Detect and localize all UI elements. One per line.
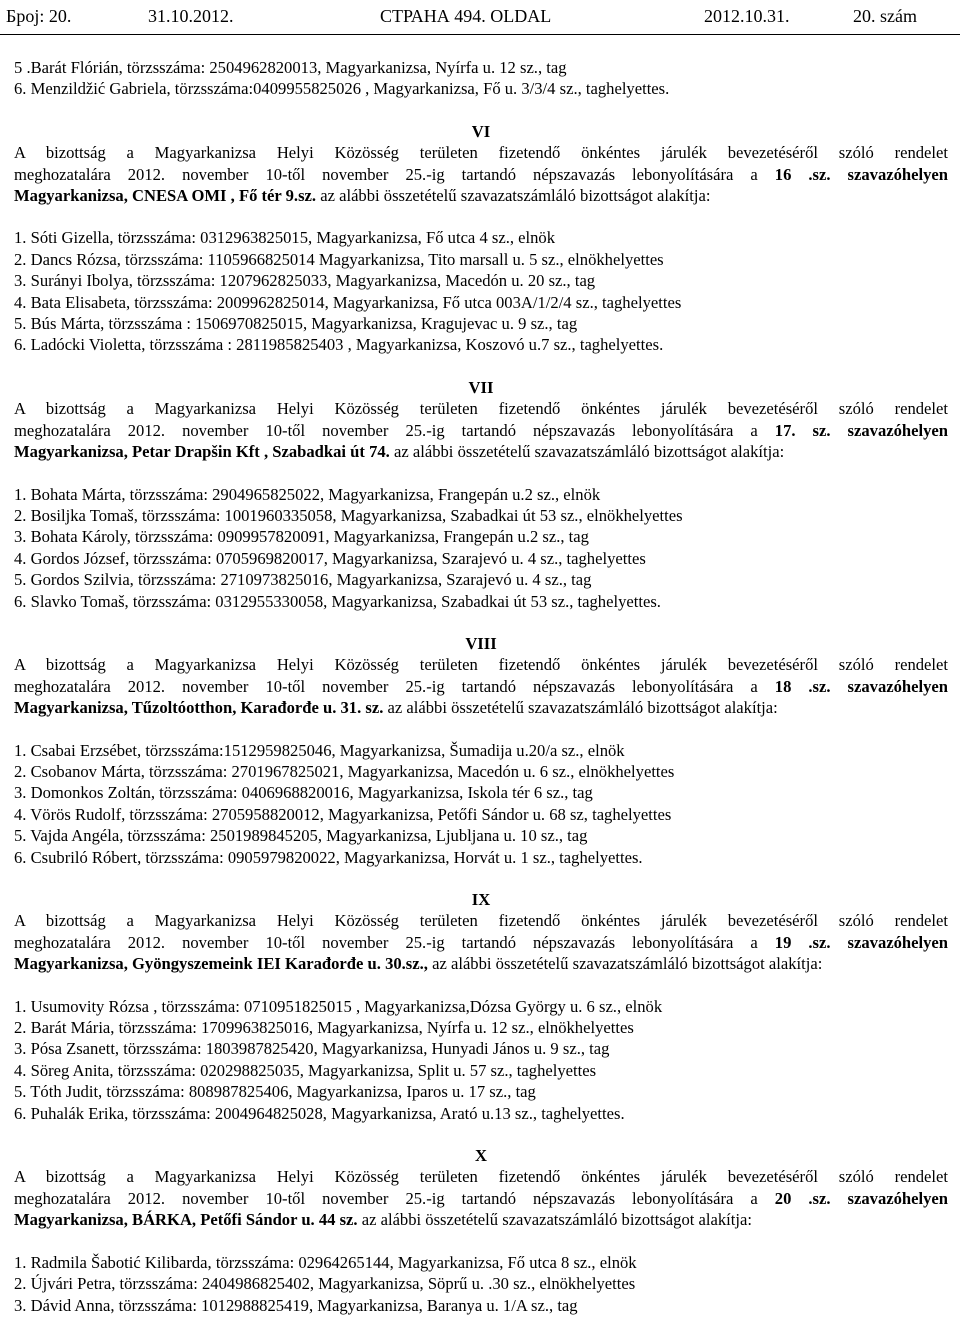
committee-member: 3. Domonkos Zoltán, törzsszáma: 0406968820016, Magyarkanizsa, Iskola tér 6 sz., tag <box>14 783 593 803</box>
committee-member: 2. Barát Mária, törzsszáma: 1709963825016, Magyarkanizsa, Nyírfa u. 12 sz., elnökhelyettes <box>14 1018 634 1038</box>
section-paragraph-line <box>14 932 948 953</box>
polling-station-location: Magyarkanizsa, CNESA OMI , Fő tér 9.sz. <box>14 186 317 206</box>
polling-station-location: Magyarkanizsa, Gyöngyszemeink IEI Karađorđe u. 30.sz., <box>14 954 428 974</box>
header-issue-number: Број: 20. <box>6 6 72 26</box>
header-date-cyrillic: 31.10.2012. <box>148 6 234 26</box>
sections-container <box>14 121 948 1316</box>
section-title: VI <box>471 121 491 141</box>
paragraph-text: az alábbi összetételű szavazatszámláló bizottságot alakítja: <box>383 698 778 718</box>
spacer <box>14 719 948 740</box>
section-paragraph-line: A bizottság a Magyarkanizsa Helyi Közösség területen fizetendő önkéntes járulék bevezetéséről szóló rendelet <box>14 1167 948 1187</box>
committee-section <box>14 377 948 612</box>
paragraph-text: meghozatalára 2012. november 10-től november 25.-ig tartandó népszavazás lebonyolítására a <box>14 164 775 184</box>
section-title: IX <box>471 890 491 909</box>
polling-station-location: Magyarkanizsa, BÁRKA, Petőfi Sándor u. 44 sz. <box>14 1210 358 1230</box>
section-paragraph-line <box>14 676 948 697</box>
committee-member: 6. Ladócki Violetta, törzsszáma : 2811985825403 , Magyarkanizsa, Koszovó u.7 sz., taghelyettes. <box>14 335 664 355</box>
paragraph-text: az alábbi összetételű szavazatszámláló bizottságot alakítja: <box>427 954 823 974</box>
polling-station-location: Magyarkanizsa, Petar Drapšin Kft , Szabadkai út 74. <box>14 442 390 462</box>
committee-member: 3. Bohata Károly, törzsszáma: 0909957820091, Magyarkanizsa, Frangepán u.2 sz., tag <box>14 527 589 547</box>
polling-station-number: 18 .sz. szavazóhelyen <box>774 676 949 696</box>
intro-line: 6. Menzildžić Gabriela, törzsszáma:0409955825026 , Magyarkanizsa, Fő u. 3/3/4 sz., taghelyettes. <box>14 79 670 99</box>
committee-member: 2. Csobanov Márta, törzsszáma: 2701967825021, Magyarkanizsa, Macedón u. 6 sz., elnökhelyettes <box>14 761 675 781</box>
committee-member: 6. Slavko Tomaš, törzsszáma: 0312955330058, Magyarkanizsa, Szabadkai út 53 sz., taghelyettes. <box>14 591 661 611</box>
committee-section <box>14 889 948 1124</box>
committee-member: 2. Újvári Petra, törzsszáma: 2404986825402, Magyarkanizsa, Söprű u. .30 sz., elnökhelyettes <box>14 1274 636 1294</box>
paragraph-text: az alábbi összetételű szavazatszámláló bizottságot alakítja: <box>316 186 711 206</box>
polling-station-number: 19 .sz. szavazóhelyen <box>774 932 949 952</box>
section-paragraph-line: A bizottság a Magyarkanizsa Helyi Közösség területen fizetendő önkéntes járulék bevezetéséről szóló rendelet <box>14 143 948 163</box>
paragraph-text: meghozatalára 2012. november 10-től november 25.-ig tartandó népszavazás lebonyolítására a <box>14 676 775 696</box>
committee-member: 1. Csabai Erzsébet, törzsszáma:1512959825046, Magyarkanizsa, Šumadija u.20/a sz., elnök <box>14 740 625 760</box>
spacer <box>14 463 948 484</box>
committee-member: 6. Csubriló Róbert, törzsszáma: 0905979820022, Magyarkanizsa, Horvát u. 1 sz., taghelyettes. <box>14 847 643 867</box>
committee-member: 3. Pósa Zsanett, törzsszáma: 1803987825420, Magyarkanizsa, Hunyadi János u. 9 sz., tag <box>14 1039 610 1059</box>
committee-member: 1. Sóti Gizella, törzsszáma: 0312963825015, Magyarkanizsa, Fő utca 4 sz., elnök <box>14 228 556 248</box>
polling-station-number: 20 .sz. szavazóhelyen <box>774 1188 949 1208</box>
page-header <box>0 0 960 35</box>
paragraph-text: meghozatalára 2012. november 10-től november 25.-ig tartandó népszavazás lebonyolítására a <box>14 932 775 952</box>
committee-member: 1. Bohata Márta, törzsszáma: 2904965825022, Magyarkanizsa, Frangepán u.2 sz., elnök <box>14 484 601 504</box>
committee-member: 5. Vajda Angéla, törzsszáma: 2501989845205, Magyarkanizsa, Ljubljana u. 10 sz., tag <box>14 826 588 846</box>
section-paragraph-line <box>14 420 948 441</box>
section-paragraph-line <box>14 1188 948 1209</box>
committee-member: 5. Tóth Judit, törzsszáma: 808987825406, Magyarkanizsa, Iparos u. 17 sz., tag <box>14 1082 536 1102</box>
document-body <box>14 57 948 1316</box>
committee-member: 1. Radmila Šabotić Kilibarda, törzsszáma: 02964265144, Magyarkanizsa, Fő utca 8 sz., elnök <box>14 1252 637 1272</box>
spacer <box>14 975 948 996</box>
paragraph-text: az alábbi összetételű szavazatszámláló bizottságot alakítja: <box>389 442 785 462</box>
committee-member: 4. Söreg Anita, törzsszáma: 020298825035, Magyarkanizsa, Split u. 57 sz., taghelyettes <box>14 1060 597 1080</box>
section-paragraph-line: A bizottság a Magyarkanizsa Helyi Közösség területen fizetendő önkéntes járulék bevezetéséről szóló rendelet <box>14 911 948 931</box>
committee-member: 1. Usumovity Rózsa , törzsszáma: 0710951825015 , Magyarkanizsa,Dózsa György u. 6 sz., elnök <box>14 996 663 1016</box>
committee-section <box>14 121 948 356</box>
committee-member: 5. Gordos Szilvia, törzsszáma: 2710973825016, Magyarkanizsa, Szarajevó u. 4 sz., tag <box>14 570 592 590</box>
committee-member: 6. Puhalák Erika, törzsszáma: 2004964825028, Magyarkanizsa, Arató u.13 sz., taghelyettes. <box>14 1103 625 1123</box>
committee-member: 4. Bata Elisabeta, törzsszáma: 2009962825014, Magyarkanizsa, Fő utca 003A/1/2/4 sz., taghelyettes <box>14 292 682 312</box>
committee-member: 2. Dancs Rózsa, törzsszáma: 1105966825014 Magyarkanizsa, Tito marsall u. 5 sz., elnökhelyettes <box>14 249 664 269</box>
section-paragraph-line: A bizottság a Magyarkanizsa Helyi Közösség területen fizetendő önkéntes járulék bevezetéséről szóló rendelet <box>14 399 948 419</box>
intro-line: 5 .Barát Flórián, törzsszáma: 2504962820013, Magyarkanizsa, Nyírfa u. 12 sz., tag <box>14 58 567 77</box>
committee-member: 4. Vörös Rudolf, törzsszáma: 2705958820012, Magyarkanizsa, Petőfi Sándor u. 68 sz, taghelyettes <box>14 804 672 824</box>
section-paragraph-line <box>14 441 948 462</box>
polling-station-number: 16 .sz. szavazóhelyen <box>774 164 949 184</box>
section-paragraph-line <box>14 185 948 206</box>
committee-member: 3. Surányi Ibolya, törzsszáma: 1207962825033, Magyarkanizsa, Macedón u. 20 sz., tag <box>14 271 596 291</box>
section-paragraph-line <box>14 697 948 718</box>
committee-member: 2. Bosiljka Tomaš, törzsszáma: 1001960335058, Magyarkanizsa, Szabadkai út 53 sz., elnökhelyettes <box>14 505 683 525</box>
spacer <box>14 206 948 227</box>
header-page-number: СТРАНА 494. OLDAL <box>380 6 552 26</box>
paragraph-text: meghozatalára 2012. november 10-től november 25.-ig tartandó népszavazás lebonyolítására a <box>14 1188 775 1208</box>
committee-member: 3. Dávid Anna, törzsszáma: 1012988825419, Magyarkanizsa, Baranya u. 1/A sz., tag <box>14 1295 578 1315</box>
section-paragraph-line <box>14 1209 948 1230</box>
paragraph-text: az alábbi összetételű szavazatszámláló bizottságot alakítja: <box>357 1210 752 1230</box>
header-date-hungarian: 2012.10.31. <box>704 6 790 26</box>
spacer <box>14 1231 948 1252</box>
committee-member: 5. Bús Márta, törzsszáma : 1506970825015, Magyarkanizsa, Kragujevac u. 9 sz., tag <box>14 314 578 334</box>
header-issue-szam: 20. szám <box>853 6 917 26</box>
section-title: X <box>475 1146 487 1166</box>
section-title: VIII <box>465 633 497 653</box>
polling-station-number: 17. sz. szavazóhelyen <box>774 420 949 440</box>
section-paragraph-line <box>14 953 948 974</box>
section-title: VII <box>468 377 494 397</box>
section-paragraph-line <box>14 164 948 185</box>
polling-station-location: Magyarkanizsa, Tűzoltóotthon, Karađorđe u. 31. sz. <box>14 698 384 718</box>
committee-section <box>14 1145 948 1316</box>
paragraph-text: meghozatalára 2012. november 10-től november 25.-ig tartandó népszavazás lebonyolítására a <box>14 420 775 440</box>
committee-section <box>14 633 948 868</box>
section-paragraph-line: A bizottság a Magyarkanizsa Helyi Közösség területen fizetendő önkéntes járulék bevezetéséről szóló rendelet <box>14 655 948 675</box>
committee-member: 4. Gordos József, törzsszáma: 0705969820017, Magyarkanizsa, Szarajevó u. 4 sz., taghelyettes <box>14 548 646 568</box>
